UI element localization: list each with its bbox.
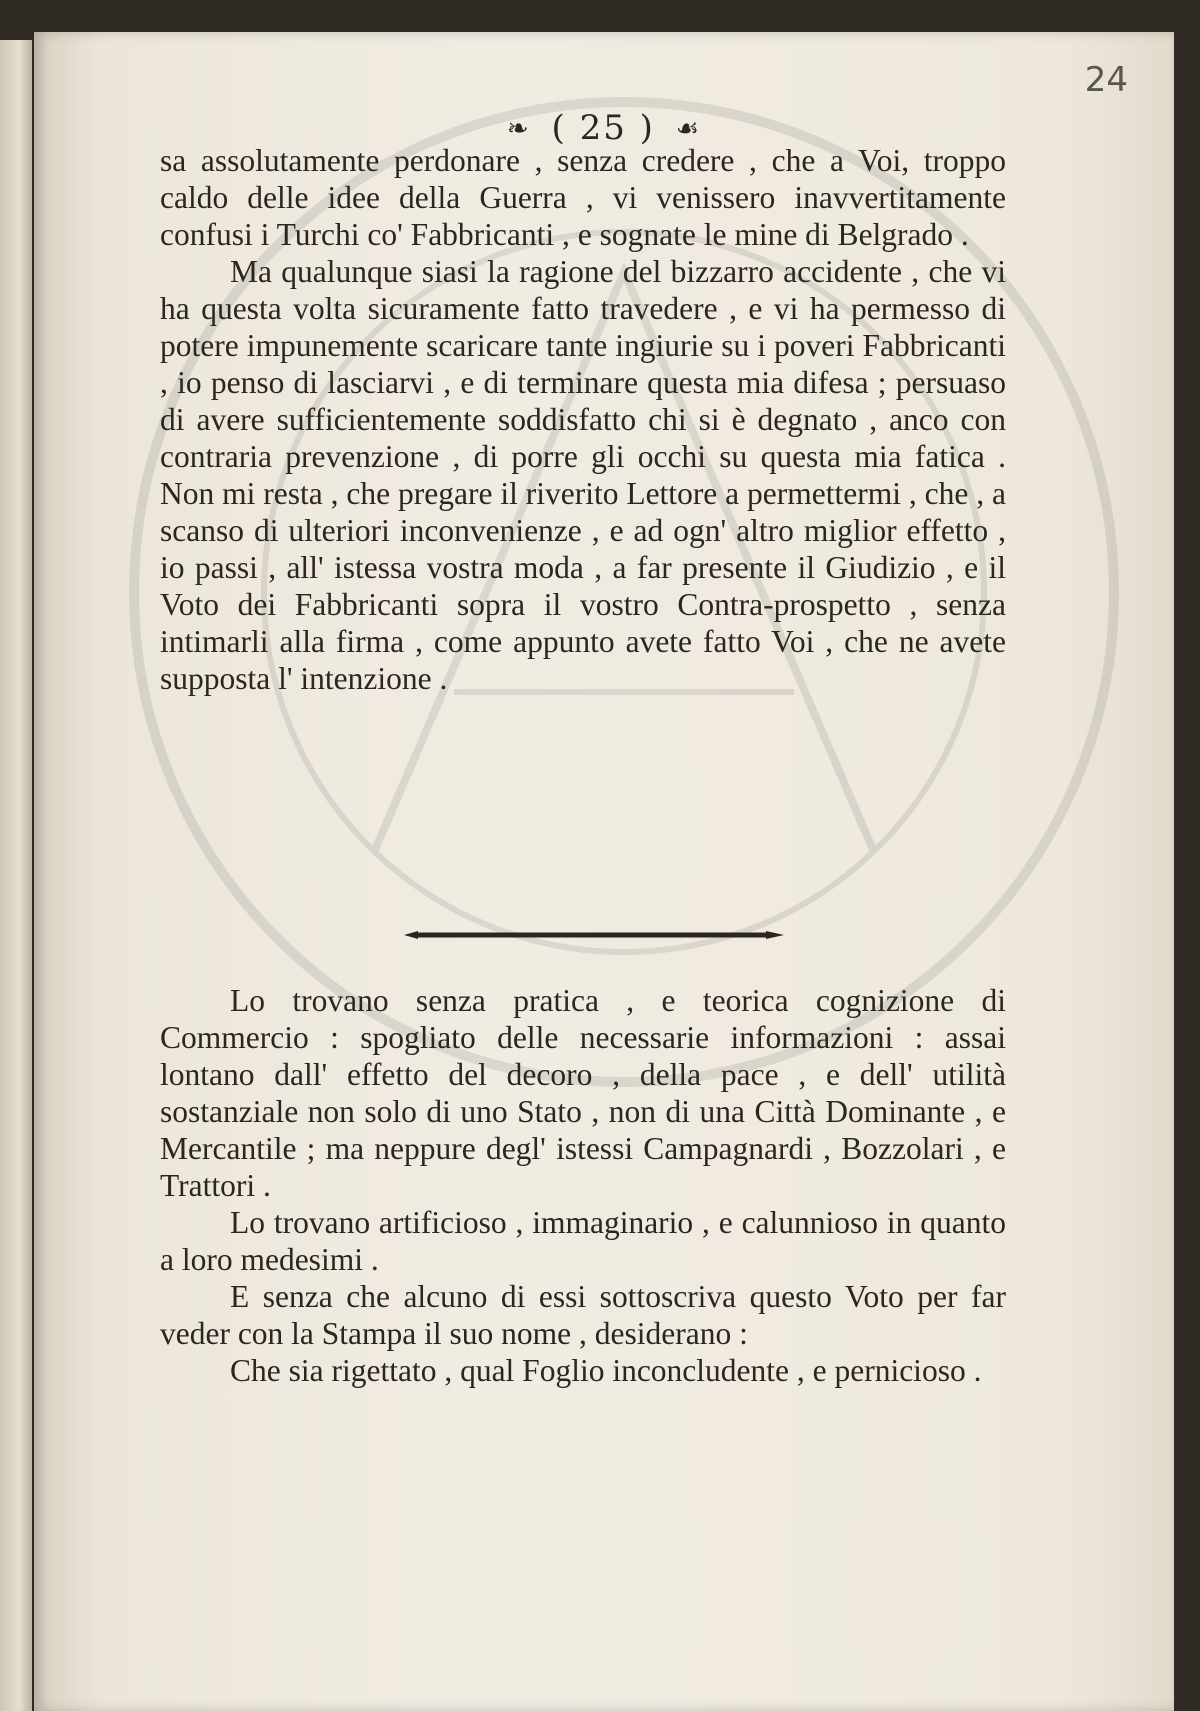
paragraph: Ma qualunque siasi la ragione del bizzarro accidente , che vi ha questa volta sicuramente fatto travedere , e vi ha permesso di potere impunemente scaricare tante ingiurie su i poveri Fabbricanti , io penso di lasciarvi , e di terminare questa mia difesa ; persuaso di avere sufficientemente soddisfatto chi si è degnato , anco con contraria prevenzione , di porre gli occhi su questa mia fatica . Non mi resta , che pregare il riverito Lettore a permettermi , che , a scanso di ulteriori inconvenienze , e ad ogn' altro miglior effetto , io passi , all' istessa vostra moda , a far presente il Giudizio , e il Voto dei Fabbricanti sopra il vostro Contra-prospetto , senza intimarli alla firma , come appunto avete fatto Voi , che ne avete supposta l' intenzione . [160, 254, 1006, 696]
previous-page-edge [0, 40, 32, 1711]
paragraph: Lo trovano artificioso , immaginario , e calunnioso in quanto a loro medesimi . [160, 1205, 1006, 1277]
text-block-top [160, 142, 1006, 697]
page-number: ( 25 ) [551, 108, 655, 148]
paragraph: E senza che alcuno di essi sottoscriva questo Voto per far veder con la Stampa il suo nome , desiderano : [160, 1279, 1006, 1351]
paragraph: sa assolutamente perdonare , senza credere , che a Voi, troppo caldo delle idee della Guerra , vi venissero inavvertitamente confusi i Turchi co' Fabbricanti , e sognate le mine di Belgrado . [160, 143, 1006, 252]
leaf-number: 24 [1084, 60, 1128, 100]
book-page [34, 32, 1174, 1711]
fleuron-right-icon: ☙ [675, 114, 702, 144]
fleuron-left-icon: ❧ [506, 114, 531, 144]
text-block-bottom [160, 982, 1006, 1389]
paragraph: Che sia rigettato , qual Foglio inconcludente , e pernicioso . [230, 1353, 982, 1388]
paragraph: Lo trovano senza pratica , e teorica cognizione di Commercio : spogliato delle necessarie informazioni : assai lontano dall' effetto del decoro , della pace , e dell' utilità sostanziale non solo di uno Stato , non di una Città Dominante , e Mercantile ; ma neppure degl' istessi Campagnardi , Bozzolari , e Trattori . [160, 983, 1006, 1203]
ornamental-rule [404, 929, 784, 941]
